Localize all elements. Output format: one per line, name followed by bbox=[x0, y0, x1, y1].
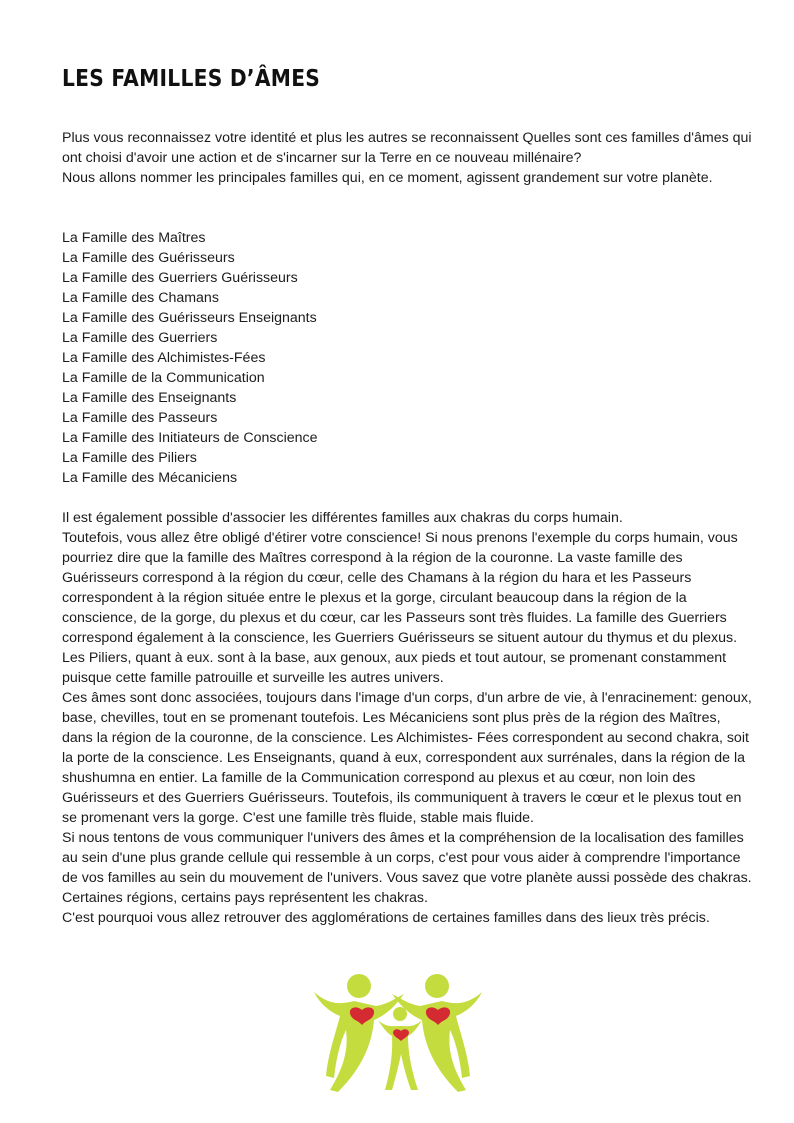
list-item: La Famille des Maîtres bbox=[62, 230, 206, 246]
page-title: LES FAMILLES D’ÂMES bbox=[62, 66, 321, 92]
list-item: La Famille des Passeurs bbox=[62, 410, 218, 426]
list-item: La Famille des Chamans bbox=[62, 290, 219, 306]
list-item: La Famille des Guerriers bbox=[62, 330, 218, 346]
intro-line-2: Nous allons nommer les principales familles qui, en ce moment, agissent grandement sur votre planète. bbox=[62, 170, 713, 186]
list-item: La Famille des Enseignants bbox=[62, 390, 237, 406]
list-item: La Famille des Alchimistes-Fées bbox=[62, 350, 266, 366]
body-paragraph: Si nous tentons de vous communiquer l'univers des âmes et la compréhension de la localisation des familles au sein d'une plus grande cellule qui ressemble à un corps, c'est pour vous aider à comprendre l'importance de vos familles au sein du mouvement de l'univers. Vous savez que votre planète aussi possède des chakras. Certaines régions, certains pays représentent les chakras. bbox=[62, 830, 752, 906]
child-figure bbox=[378, 1007, 422, 1090]
list-item: La Famille de la Communication bbox=[62, 370, 265, 386]
body-paragraph: Toutefois, vous allez être obligé d'étirer votre conscience! Si nous prenons l'exemple du corps humain, vous pourriez dire que la famille des Maîtres correspond à la région de la couronne. La vaste famille des Guérisseurs correspond à la région du cœur, celle des Chamans à la région du hara et les Passeurs correspondent à la région située entre le plexus et la gorge, circulant beaucoup dans la région de la conscience, de la gorge, du plexus et du cœur, car les Passeurs sont très fluides. La famille des Guerriers correspond également à la conscience, les Guerriers Guérisseurs se situent autour du thymus et du plexus. Les Piliers, quant à eux. sont à la base, aux genoux, aux pieds et tout autour, se promenant constamment puisque cette famille patrouille et surveille les autres univers. bbox=[62, 530, 738, 686]
list-item: La Famille des Guérisseurs bbox=[62, 250, 235, 266]
list-item: La Famille des Guérisseurs Enseignants bbox=[62, 310, 317, 326]
body-paragraph: C'est pourquoi vous allez retrouver des agglomérations de certaines familles dans des lieux très précis. bbox=[62, 910, 710, 926]
families-list bbox=[62, 228, 752, 488]
list-item: La Famille des Piliers bbox=[62, 450, 197, 466]
list-item: La Famille des Initiateurs de Conscience bbox=[62, 430, 318, 446]
intro-line-1: Plus vous reconnaissez votre identité et plus les autres se reconnaissent Quelles sont ces familles d'âmes qui ont choisi d'avoir une action et de s'incarner sur la Terre en ce nouveau millénaire? bbox=[62, 130, 752, 166]
family-figures-with-hearts-icon bbox=[308, 968, 488, 1096]
list-item: La Famille des Guerriers Guérisseurs bbox=[62, 270, 298, 286]
list-item: La Famille des Mécaniciens bbox=[62, 470, 238, 486]
body-paragraph: Il est également possible d'associer les différentes familles aux chakras du corps humain. bbox=[62, 510, 623, 526]
intro-paragraph bbox=[62, 128, 752, 188]
body-paragraph: Ces âmes sont donc associées, toujours dans l'image d'un corps, d'un arbre de vie, à l'enracinement: genoux, base, chevilles, tout en se promenant toutefois. Les Mécaniciens sont plus près de la région des Maîtres, dans la région de la couronne, de la conscience. Les Alchimistes- Fées correspondent au second chakra, soit la porte de la conscience. Les Enseignants, quand à eux, correspondent aux surrénales, dans la région de la shushumna en entier. La famille de la Communication correspond au plexus et au cœur, non loin des Guérisseurs et des Guerriers Guérisseurs. Toutefois, ils communiquent à travers le cœur et le plexus tout en se promenant vers la gorge. C'est une famille très fluide, stable mais fluide. bbox=[62, 690, 752, 826]
body-text bbox=[62, 508, 752, 928]
